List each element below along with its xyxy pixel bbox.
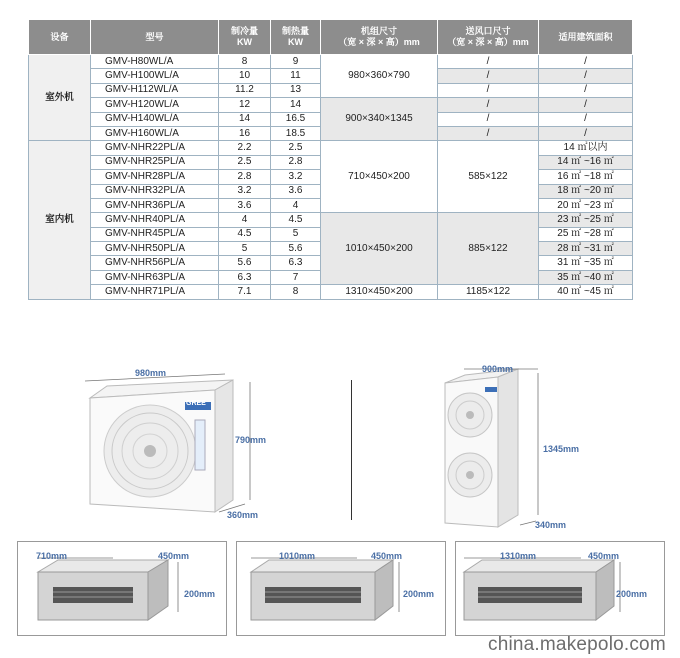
cell-outlet-size: 585×122 xyxy=(438,141,539,213)
group-label: 室外机 xyxy=(29,55,91,141)
outdoor-small-height-label: 790mm xyxy=(235,435,267,445)
cell-model: GMV-NHR36PL/A xyxy=(91,198,219,212)
cell-area: 16 ㎡ ~18 ㎡ xyxy=(539,170,633,184)
cell-cooling: 11.2 xyxy=(219,83,271,97)
cell-area: / xyxy=(539,83,633,97)
cell-cooling: 3.6 xyxy=(219,198,271,212)
duct-1-depth-label: 450mm xyxy=(158,551,190,561)
duct-3-height-label: 200mm xyxy=(616,589,648,599)
cell-outlet-size: / xyxy=(438,69,539,83)
cell-outlet-size: / xyxy=(438,83,539,97)
duct-unit-3-diagram xyxy=(455,541,665,636)
cell-cooling: 2.5 xyxy=(219,155,271,169)
cell-cooling: 14 xyxy=(219,112,271,126)
header-model: 型号 xyxy=(91,20,219,55)
outdoor-unit-small-diagram xyxy=(85,368,335,522)
cell-heating: 5 xyxy=(271,227,321,241)
cell-model: GMV-NHR28PL/A xyxy=(91,170,219,184)
header-unit-size: 机组尺寸 （宽 × 深 × 高）mm xyxy=(321,20,438,55)
cell-cooling: 3.2 xyxy=(219,184,271,198)
header-outlet-size: 送风口尺寸 （宽 × 深 × 高）mm xyxy=(438,20,539,55)
duct-3-depth-label: 450mm xyxy=(588,551,620,561)
table-row xyxy=(29,285,633,299)
cell-outlet-size: / xyxy=(438,98,539,112)
cell-model: GMV-NHR50PL/A xyxy=(91,242,219,256)
cell-heating: 9 xyxy=(271,55,321,69)
cell-unit-size: 1310×450×200 xyxy=(321,285,438,299)
cell-heating: 14 xyxy=(271,98,321,112)
cell-cooling: 8 xyxy=(219,55,271,69)
duct-unit-1-diagram xyxy=(17,541,227,636)
group-label: 室内机 xyxy=(29,141,91,299)
watermark: china.makepolo.com xyxy=(488,634,666,655)
cell-model: GMV-H120WL/A xyxy=(91,98,219,112)
cell-cooling: 7.1 xyxy=(219,285,271,299)
outdoor-large-height-label: 1345mm xyxy=(543,444,580,454)
duct-2-depth-label: 450mm xyxy=(371,551,403,561)
cell-outlet-size: / xyxy=(438,55,539,69)
outdoor-large-width-label: 900mm xyxy=(482,364,514,374)
cell-heating: 7 xyxy=(271,270,321,284)
cell-model: GMV-H80WL/A xyxy=(91,55,219,69)
table-row xyxy=(29,141,633,155)
header-area: 适用建筑面积 xyxy=(539,20,633,55)
cell-heating: 8 xyxy=(271,285,321,299)
cell-cooling: 4 xyxy=(219,213,271,227)
outdoor-large-depth-label: 340mm xyxy=(535,520,567,530)
cell-cooling: 12 xyxy=(219,98,271,112)
cell-cooling: 6.3 xyxy=(219,270,271,284)
outdoor-small-depth-label: 360mm xyxy=(227,510,259,520)
cell-model: GMV-NHR63PL/A xyxy=(91,270,219,284)
cell-model: GMV-NHR71PL/A xyxy=(91,285,219,299)
spec-table xyxy=(28,19,633,300)
cell-model: GMV-NHR32PL/A xyxy=(91,184,219,198)
duct-3-width-label: 1310mm xyxy=(500,551,537,561)
duct-1-height-label: 200mm xyxy=(184,589,216,599)
outdoor-unit-large-diagram xyxy=(440,365,600,535)
cell-area: 31 ㎡ ~35 ㎡ xyxy=(539,256,633,270)
header-heating: 制热量 KW xyxy=(271,20,321,55)
duct-unit-2-diagram xyxy=(236,541,446,636)
cell-area: / xyxy=(539,98,633,112)
cell-unit-size: 710×450×200 xyxy=(321,141,438,213)
table-header-row xyxy=(29,20,633,55)
cell-area: 28 ㎡ ~31 ㎡ xyxy=(539,242,633,256)
cell-area: 14 ㎡以内 xyxy=(539,141,633,155)
cell-unit-size: 980×360×790 xyxy=(321,55,438,98)
cell-outlet-size: / xyxy=(438,112,539,126)
cell-area: / xyxy=(539,126,633,140)
cell-heating: 3.2 xyxy=(271,170,321,184)
cell-heating: 6.3 xyxy=(271,256,321,270)
cell-area: 40 ㎡ ~45 ㎡ xyxy=(539,285,633,299)
header-device: 设备 xyxy=(29,20,91,55)
cell-heating: 3.6 xyxy=(271,184,321,198)
cell-heating: 2.5 xyxy=(271,141,321,155)
table-body xyxy=(29,55,633,300)
cell-model: GMV-H160WL/A xyxy=(91,126,219,140)
cell-cooling: 2.2 xyxy=(219,141,271,155)
cell-area: 18 ㎡ ~20 ㎡ xyxy=(539,184,633,198)
cell-heating: 18.5 xyxy=(271,126,321,140)
cell-model: GMV-H140WL/A xyxy=(91,112,219,126)
cell-outlet-size: / xyxy=(438,126,539,140)
gree-brand-logo: GREE xyxy=(186,400,206,407)
table-row xyxy=(29,98,633,112)
cell-cooling: 4.5 xyxy=(219,227,271,241)
table-row xyxy=(29,213,633,227)
cell-heating: 4.5 xyxy=(271,213,321,227)
cell-area: / xyxy=(539,55,633,69)
diagram-divider xyxy=(351,380,352,520)
cell-area: 23 ㎡ ~25 ㎡ xyxy=(539,213,633,227)
cell-area: 20 ㎡ ~23 ㎡ xyxy=(539,198,633,212)
cell-outlet-size: 1185×122 xyxy=(438,285,539,299)
cell-heating: 5.6 xyxy=(271,242,321,256)
cell-model: GMV-NHR56PL/A xyxy=(91,256,219,270)
cell-model: GMV-NHR45PL/A xyxy=(91,227,219,241)
duct-2-height-label: 200mm xyxy=(403,589,435,599)
cell-area: / xyxy=(539,69,633,83)
cell-area: 25 ㎡ ~28 ㎡ xyxy=(539,227,633,241)
cell-unit-size: 900×340×1345 xyxy=(321,98,438,141)
cell-area: / xyxy=(539,112,633,126)
cell-heating: 2.8 xyxy=(271,155,321,169)
cell-cooling: 5.6 xyxy=(219,256,271,270)
cell-cooling: 5 xyxy=(219,242,271,256)
outdoor-small-width-label: 980mm xyxy=(135,368,167,378)
cell-cooling: 16 xyxy=(219,126,271,140)
cell-model: GMV-H112WL/A xyxy=(91,83,219,97)
cell-unit-size: 1010×450×200 xyxy=(321,213,438,285)
table-row xyxy=(29,55,633,69)
cell-heating: 11 xyxy=(271,69,321,83)
duct-2-width-label: 1010mm xyxy=(279,551,316,561)
header-cooling: 制冷量 KW xyxy=(219,20,271,55)
cell-cooling: 10 xyxy=(219,69,271,83)
cell-area: 35 ㎡ ~40 ㎡ xyxy=(539,270,633,284)
cell-heating: 4 xyxy=(271,198,321,212)
duct-1-width-label: 710mm xyxy=(36,551,68,561)
cell-heating: 16.5 xyxy=(271,112,321,126)
cell-cooling: 2.8 xyxy=(219,170,271,184)
cell-model: GMV-H100WL/A xyxy=(91,69,219,83)
cell-outlet-size: 885×122 xyxy=(438,213,539,285)
cell-heating: 13 xyxy=(271,83,321,97)
cell-area: 14 ㎡ ~16 ㎡ xyxy=(539,155,633,169)
cell-model: GMV-NHR22PL/A xyxy=(91,141,219,155)
cell-model: GMV-NHR25PL/A xyxy=(91,155,219,169)
cell-model: GMV-NHR40PL/A xyxy=(91,213,219,227)
